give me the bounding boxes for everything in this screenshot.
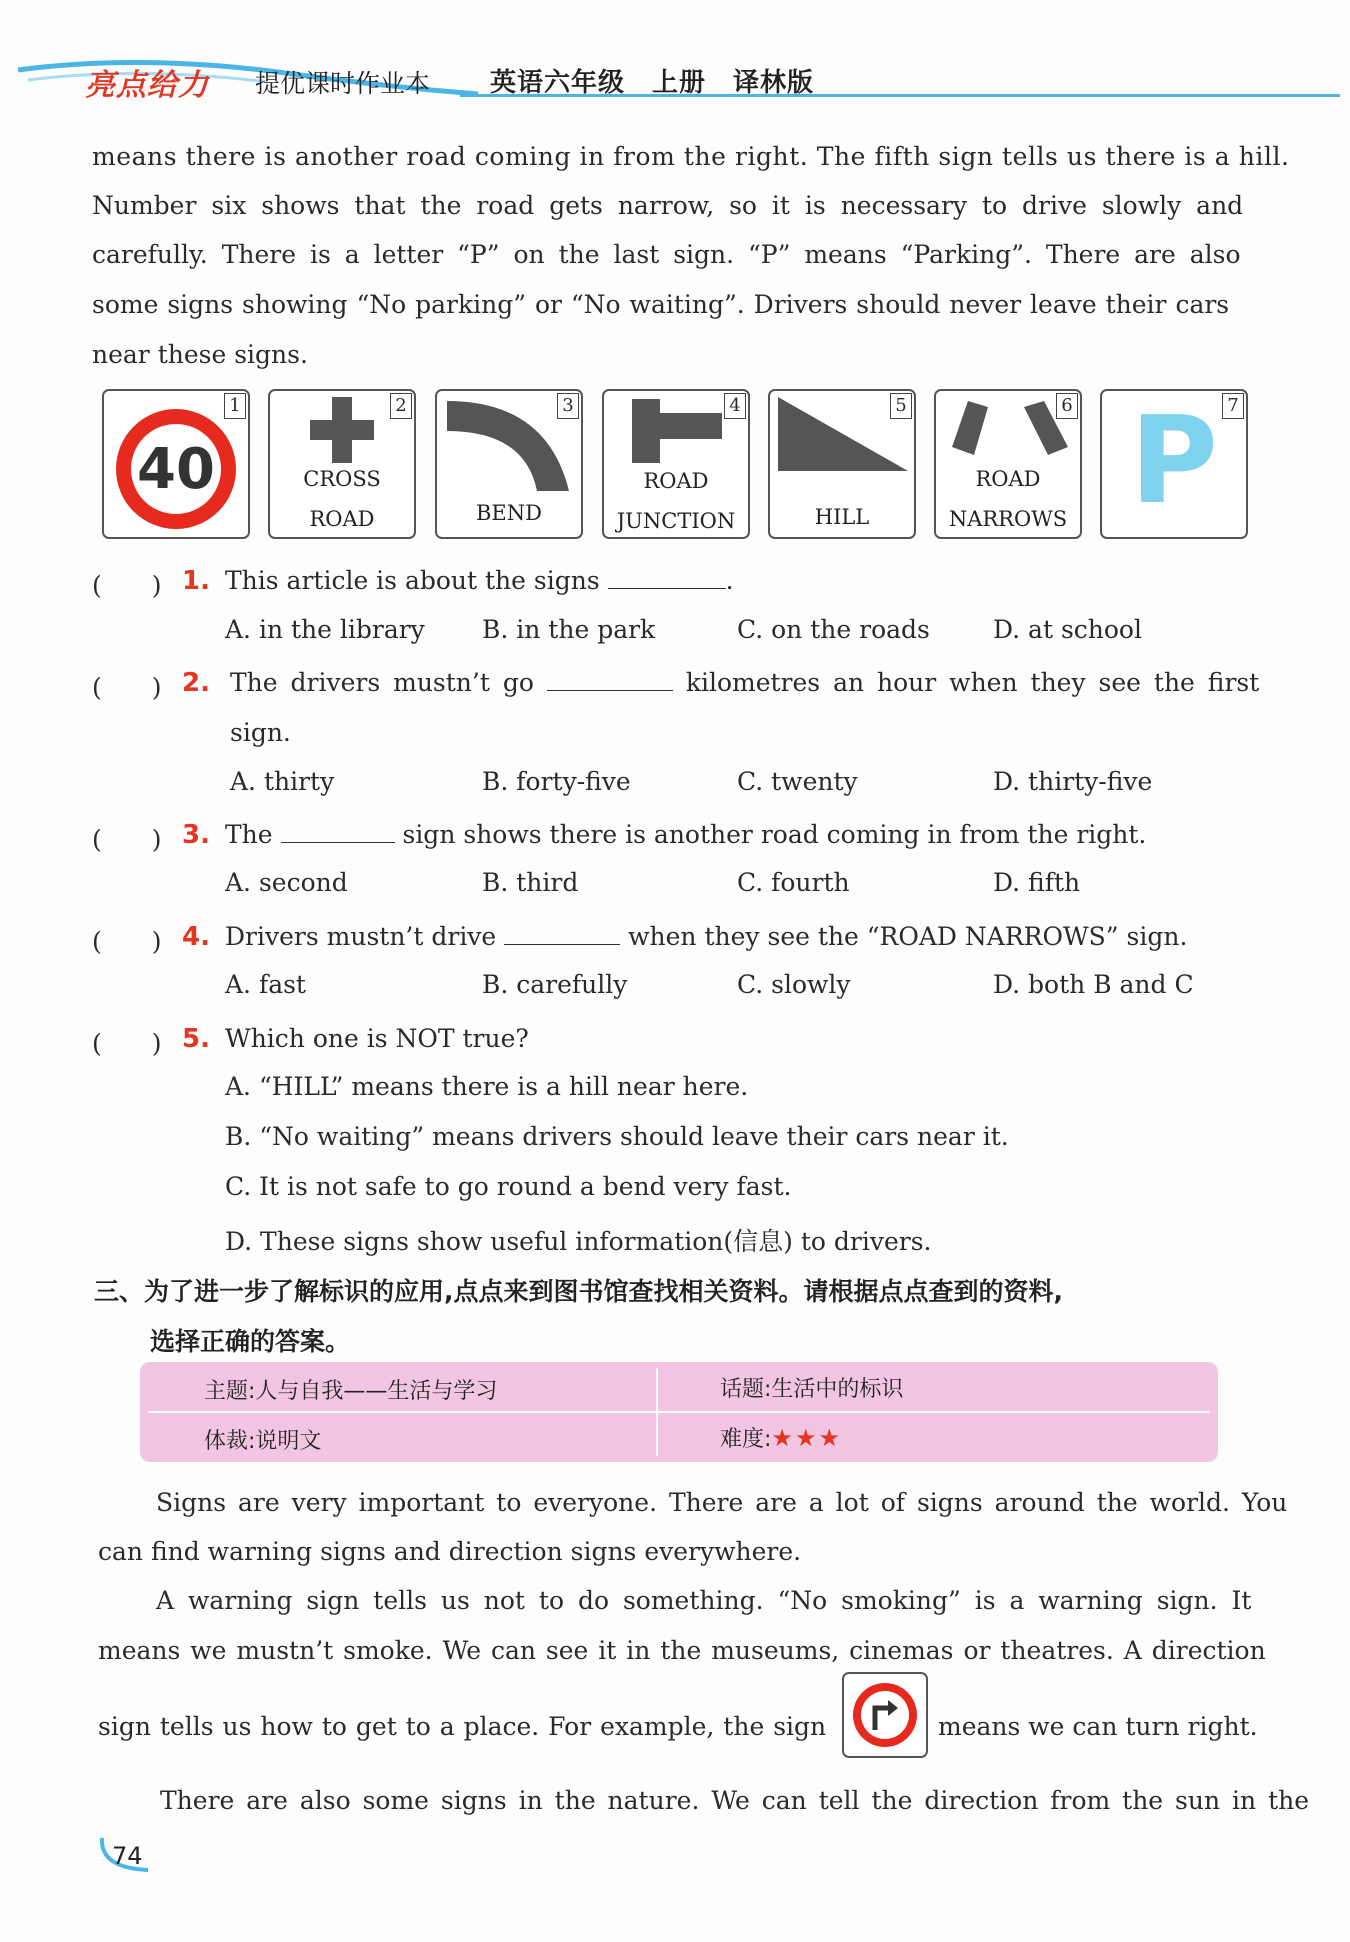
question-number: 5. [182,1024,210,1054]
question-text [225,922,1187,951]
question-end: kilometres an hour when they see the first [685,668,1260,697]
sign-caption: JUNCTION [616,509,736,533]
question-end: . [725,566,734,595]
answer-bracket[interactable]: ( ) [92,571,162,600]
question-number: 2. [182,668,210,698]
option-c[interactable]: C. on the roads [737,615,930,644]
option-c[interactable]: C. It is not safe to go round a bend very fast. [225,1172,792,1201]
option-c[interactable]: C. twenty [737,767,858,796]
option-a[interactable]: A. fast [225,970,306,999]
question-end: sign shows there is another road coming in from the right. [402,820,1147,849]
sign-number: 3 [557,393,579,419]
intro-line: some signs showing “No parking” or “No waiting”. Drivers should never leave their cars [92,290,1230,319]
intro-line: near these signs. [92,340,308,369]
option-d[interactable]: D. thirty-five [993,767,1153,796]
answer-bracket[interactable]: ( ) [92,1029,162,1058]
question-continuation: sign. [230,718,291,747]
hill-sign [768,389,916,539]
question-number: 4. [182,922,210,952]
answer-blank [281,822,395,843]
answer-blank [547,670,673,691]
passage-line: means we mustn’t smoke. We can see it in the museums, cinemas or theatres. A direction [98,1636,1266,1665]
option-b[interactable]: B. third [482,868,579,897]
option-d[interactable]: D. both B and C [993,970,1194,999]
option-b[interactable]: B. “No waiting” means drivers should leave their cars near it. [225,1122,1009,1151]
road-narrows-sign [934,389,1082,539]
question-text: Which one is NOT true? [225,1024,529,1053]
difficulty-label: 难度: [720,1427,772,1452]
question-stem: This article is about the signs [225,566,600,595]
sign-caption: NARROWS [948,507,1068,531]
page-number: 74 [112,1842,143,1870]
info-difficulty [720,1422,842,1453]
passage-line: There are also some signs in the nature. We can tell the direction from the sun in the [160,1786,1310,1815]
sign-number: 5 [890,393,912,419]
difficulty-stars-icon: ★★★ [771,1424,842,1452]
sign-caption: ROAD [643,469,709,493]
cross-road-sign [268,389,416,539]
sign-number: 1 [224,393,246,419]
road-signs-row [100,389,1260,541]
sign-caption: HILL [814,505,870,529]
passage-info-table [140,1362,1218,1462]
passage-line: means we can turn right. [938,1712,1258,1741]
intro-line: Number six shows that the road gets narrow, so it is necessary to drive slowly and [92,191,1244,220]
question-stem: Drivers mustn’t drive [225,922,497,951]
bend-sign [435,389,583,539]
section-heading-cont: 选择正确的答案。 [150,1327,351,1356]
intro-line: means there is another road coming in from the right. The fifth sign tells us there is a hill. [92,142,1290,171]
option-d[interactable]: D. at school [993,615,1142,644]
option-b[interactable]: B. carefully [482,970,628,999]
question-text [230,668,1259,697]
option-d[interactable]: D. These signs show useful information(信息) to drivers. [225,1227,932,1256]
question-number: 1. [182,566,210,596]
sign-caption: BEND [476,501,542,525]
option-a[interactable]: A. second [225,868,348,897]
sign-number: 4 [724,393,746,419]
table-divider [148,1411,1210,1413]
passage-line: A warning sign tells us not to do something. “No smoking” is a warning sign. It [156,1586,1252,1615]
question-stem: The [225,820,273,849]
passage-line: Signs are very important to everyone. There are a lot of signs around the world. You [156,1488,1288,1517]
sign-number: 2 [390,393,412,419]
speed-limit-sign [102,389,250,539]
sign-caption: ROAD [309,507,375,531]
option-b[interactable]: B. in the park [482,615,656,644]
sign-number: 7 [1222,393,1244,419]
answer-bracket[interactable]: ( ) [92,825,162,854]
answer-bracket[interactable]: ( ) [92,673,162,702]
question-text [225,820,1146,849]
sign-caption: ROAD [975,467,1041,491]
parking-letter: P [1130,392,1218,531]
answer-blank [504,924,620,945]
question-text [225,566,734,595]
speed-limit-value: 40 [137,437,215,502]
option-d[interactable]: D. fifth [993,868,1081,897]
book-title: 英语六年级 上册 译林版 [490,68,815,98]
brand-title: 亮点给力 [85,68,209,103]
info-genre: 体裁:说明文 [204,1429,322,1454]
passage-line: sign tells us how to get to a place. For example, the sign [98,1712,827,1741]
question-end: when they see the “ROAD NARROWS” sign. [628,922,1188,951]
intro-line: carefully. There is a letter “P” on the last sign. “P” means “Parking”. There are also [92,240,1241,269]
option-c[interactable]: C. slowly [737,970,851,999]
answer-bracket[interactable]: ( ) [92,927,162,956]
question-stem: The drivers mustn’t go [230,668,534,697]
option-b[interactable]: B. forty-five [482,767,631,796]
parking-sign [1100,389,1248,539]
sign-number: 6 [1056,393,1078,419]
answer-blank [608,568,726,589]
question-number: 3. [182,820,210,850]
option-c[interactable]: C. fourth [737,868,850,897]
info-topic: 话题:生活中的标识 [720,1377,904,1402]
road-junction-sign [602,389,750,539]
turn-right-sign-icon [842,1672,928,1758]
sign-caption: CROSS [303,467,381,491]
option-a[interactable]: A. in the library [225,615,425,644]
section-heading: 三、为了进一步了解标识的应用,点点来到图书馆查找相关资料。请根据点点查到的资料, [94,1277,1063,1306]
info-theme: 主题:人与自我——生活与学习 [204,1379,498,1404]
option-a[interactable]: A. “HILL” means there is a hill near here. [225,1072,749,1101]
brand-subtitle: 提优课时作业本 [255,69,431,98]
option-a[interactable]: A. thirty [230,767,335,796]
passage-line: can find warning signs and direction signs everywhere. [98,1537,802,1566]
